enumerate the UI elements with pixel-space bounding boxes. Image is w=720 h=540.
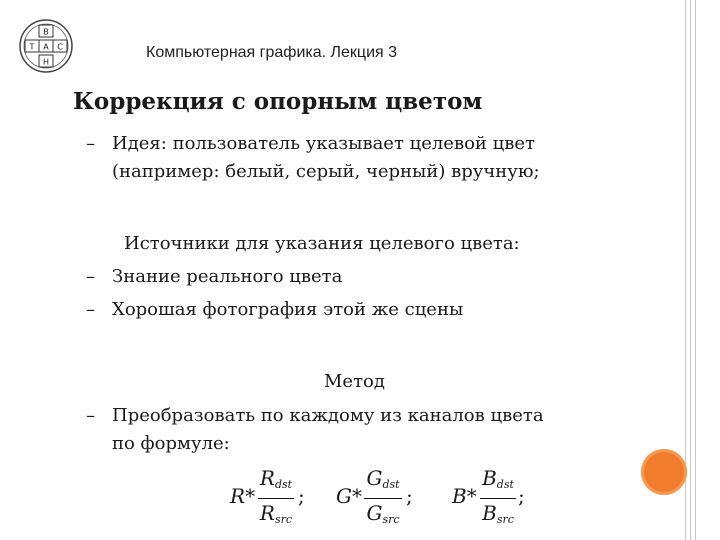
bullet-good-photo: Хорошая фотография этой же сцены	[112, 299, 464, 320]
slide-title: Коррекция с опорным цветом	[73, 88, 483, 115]
formula-fraction	[258, 466, 294, 532]
formula-semicolon: ;	[518, 484, 525, 508]
fraction-bar	[480, 498, 516, 499]
border-line	[695, 0, 696, 540]
formula-denominator-sub: src	[382, 513, 400, 526]
border-line	[685, 0, 686, 540]
fraction-bar	[258, 498, 294, 499]
bullet-dash: –	[86, 405, 95, 426]
bullet-transform-line1: Преобразовать по каждому из каналов цвета	[112, 405, 544, 426]
formula-var: B	[452, 484, 467, 508]
formula-numerator: G	[366, 466, 383, 490]
bullet-real-color: Знание реального цвета	[112, 266, 343, 287]
formula-var: R	[230, 484, 246, 508]
formula-star: *	[351, 484, 362, 508]
formula-star: *	[466, 484, 477, 508]
bullet-idea-line2: (например: белый, серый, черный) вручную;	[112, 161, 540, 182]
orange-circle-decoration	[641, 449, 687, 495]
bullet-transform-line2: по формуле:	[112, 433, 230, 454]
logo-letter-top: В	[43, 27, 49, 37]
right-border-decoration	[685, 0, 707, 540]
logo-letter-left: Т	[29, 42, 35, 52]
bullet-idea-line1: Идея: пользователь указывает целевой цвет	[112, 133, 535, 154]
formula-semicolon: ;	[298, 484, 305, 508]
formula-green	[336, 466, 426, 526]
formula-numerator: B	[482, 466, 497, 490]
formula-denominator-sub: src	[496, 513, 514, 526]
bullet-dash: –	[86, 133, 95, 154]
formula-red	[230, 466, 320, 526]
formula-numerator-sub: dst	[274, 478, 293, 491]
formula-numerator-sub: dst	[382, 478, 400, 491]
formula-fraction	[364, 466, 402, 532]
bullet-dash: –	[86, 266, 95, 287]
formula-denominator: B	[482, 501, 497, 525]
formula-semicolon: ;	[406, 484, 413, 508]
formula-blue	[452, 466, 542, 526]
logo-emblem-icon	[17, 17, 75, 75]
formula-numerator-sub: dst	[496, 478, 514, 491]
method-heading: Метод	[324, 371, 385, 392]
logo-letter-bottom: Н	[42, 57, 50, 67]
formula-denominator: G	[366, 501, 383, 525]
formula-fraction	[480, 466, 516, 532]
bullet-dash: –	[86, 299, 95, 320]
logo-letter-right: С	[57, 42, 63, 52]
university-logo	[17, 17, 75, 75]
formula-denominator-sub: src	[274, 513, 293, 526]
border-line	[690, 0, 691, 540]
fraction-bar	[364, 498, 402, 499]
sources-heading: Источники для указания целевого цвета:	[124, 233, 520, 254]
formula-var: G	[336, 484, 352, 508]
formula-star: *	[245, 484, 256, 508]
formula-numerator: R	[259, 466, 275, 490]
formula-denominator: R	[259, 501, 275, 525]
lecture-header: Компьютерная графика. Лекция 3	[146, 44, 398, 61]
logo-letter-center: А	[43, 42, 49, 52]
